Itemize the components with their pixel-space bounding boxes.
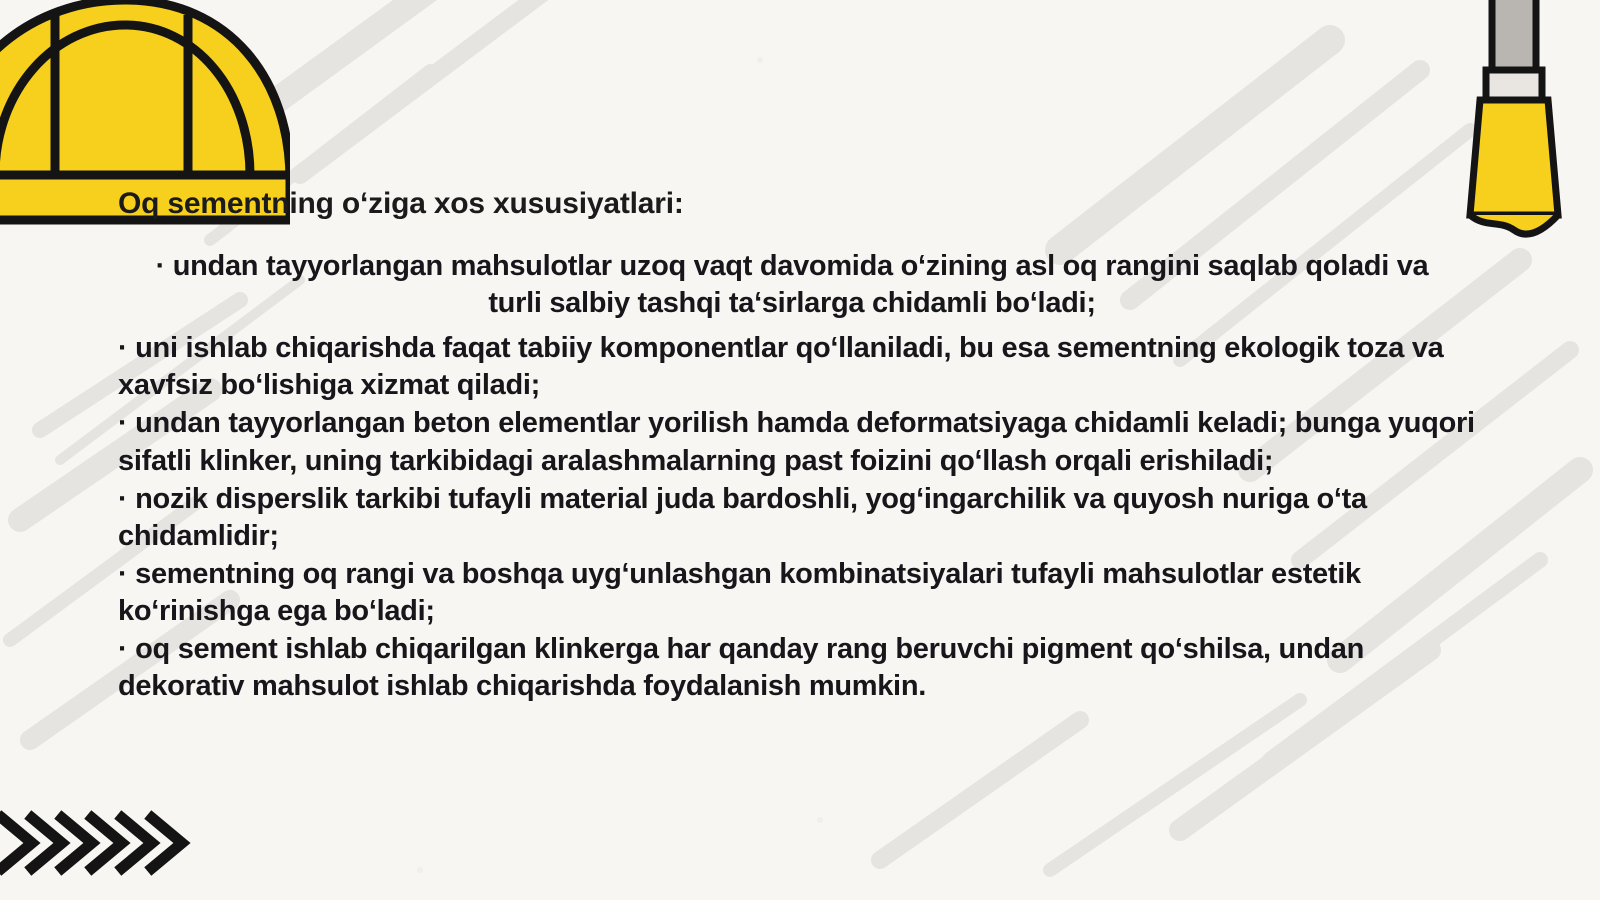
slide-text-block <box>118 186 1478 706</box>
list-item: · undan tayyorlangan mahsulotlar uzoq vaqt davomida o‘zining asl oq rangini saqlab qoladi va turli salbiy tashqi ta‘sirlarga chidamli bo‘ladi; <box>155 250 1429 320</box>
list-item: · undan tayyorlangan beton elementlar yorilish hamda deformatsiyaga chidamli keladi; bunga yuqori sifatli klinker, uning tarkibidagi aralashmalarning past foizini qo‘llash orqali erishiladi; <box>118 407 1475 477</box>
chevron-right-icon <box>0 808 210 878</box>
page-title: Oq sementning o‘ziga xos xususiyatlari: <box>118 187 684 220</box>
features-list <box>118 248 1478 705</box>
list-item: · uni ishlab chiqarishda faqat tabiiy komponentlar qo‘llaniladi, bu esa sementning ekologik toza va xavfsiz bo‘lishiga xizmat qiladi; <box>118 332 1444 402</box>
list-item: · nozik disperslik tarkibi tufayli material juda bardoshli, yog‘ingarchilik va quyosh nuriga o‘ta chidamlidir; <box>118 482 1367 552</box>
list-item: · sementning oq rangi va boshqa uyg‘unlashgan kombinatsiyalari tufayli mahsulotlar estetik ko‘rinishga ega bo‘ladi; <box>118 557 1361 627</box>
list-item: · oq sement ishlab chiqarilgan klinkerga har qanday rang beruvchi pigment qo‘shilsa, undan dekorativ mahsulot ishlab chiqarishda foydalanish mumkin. <box>118 633 1365 703</box>
